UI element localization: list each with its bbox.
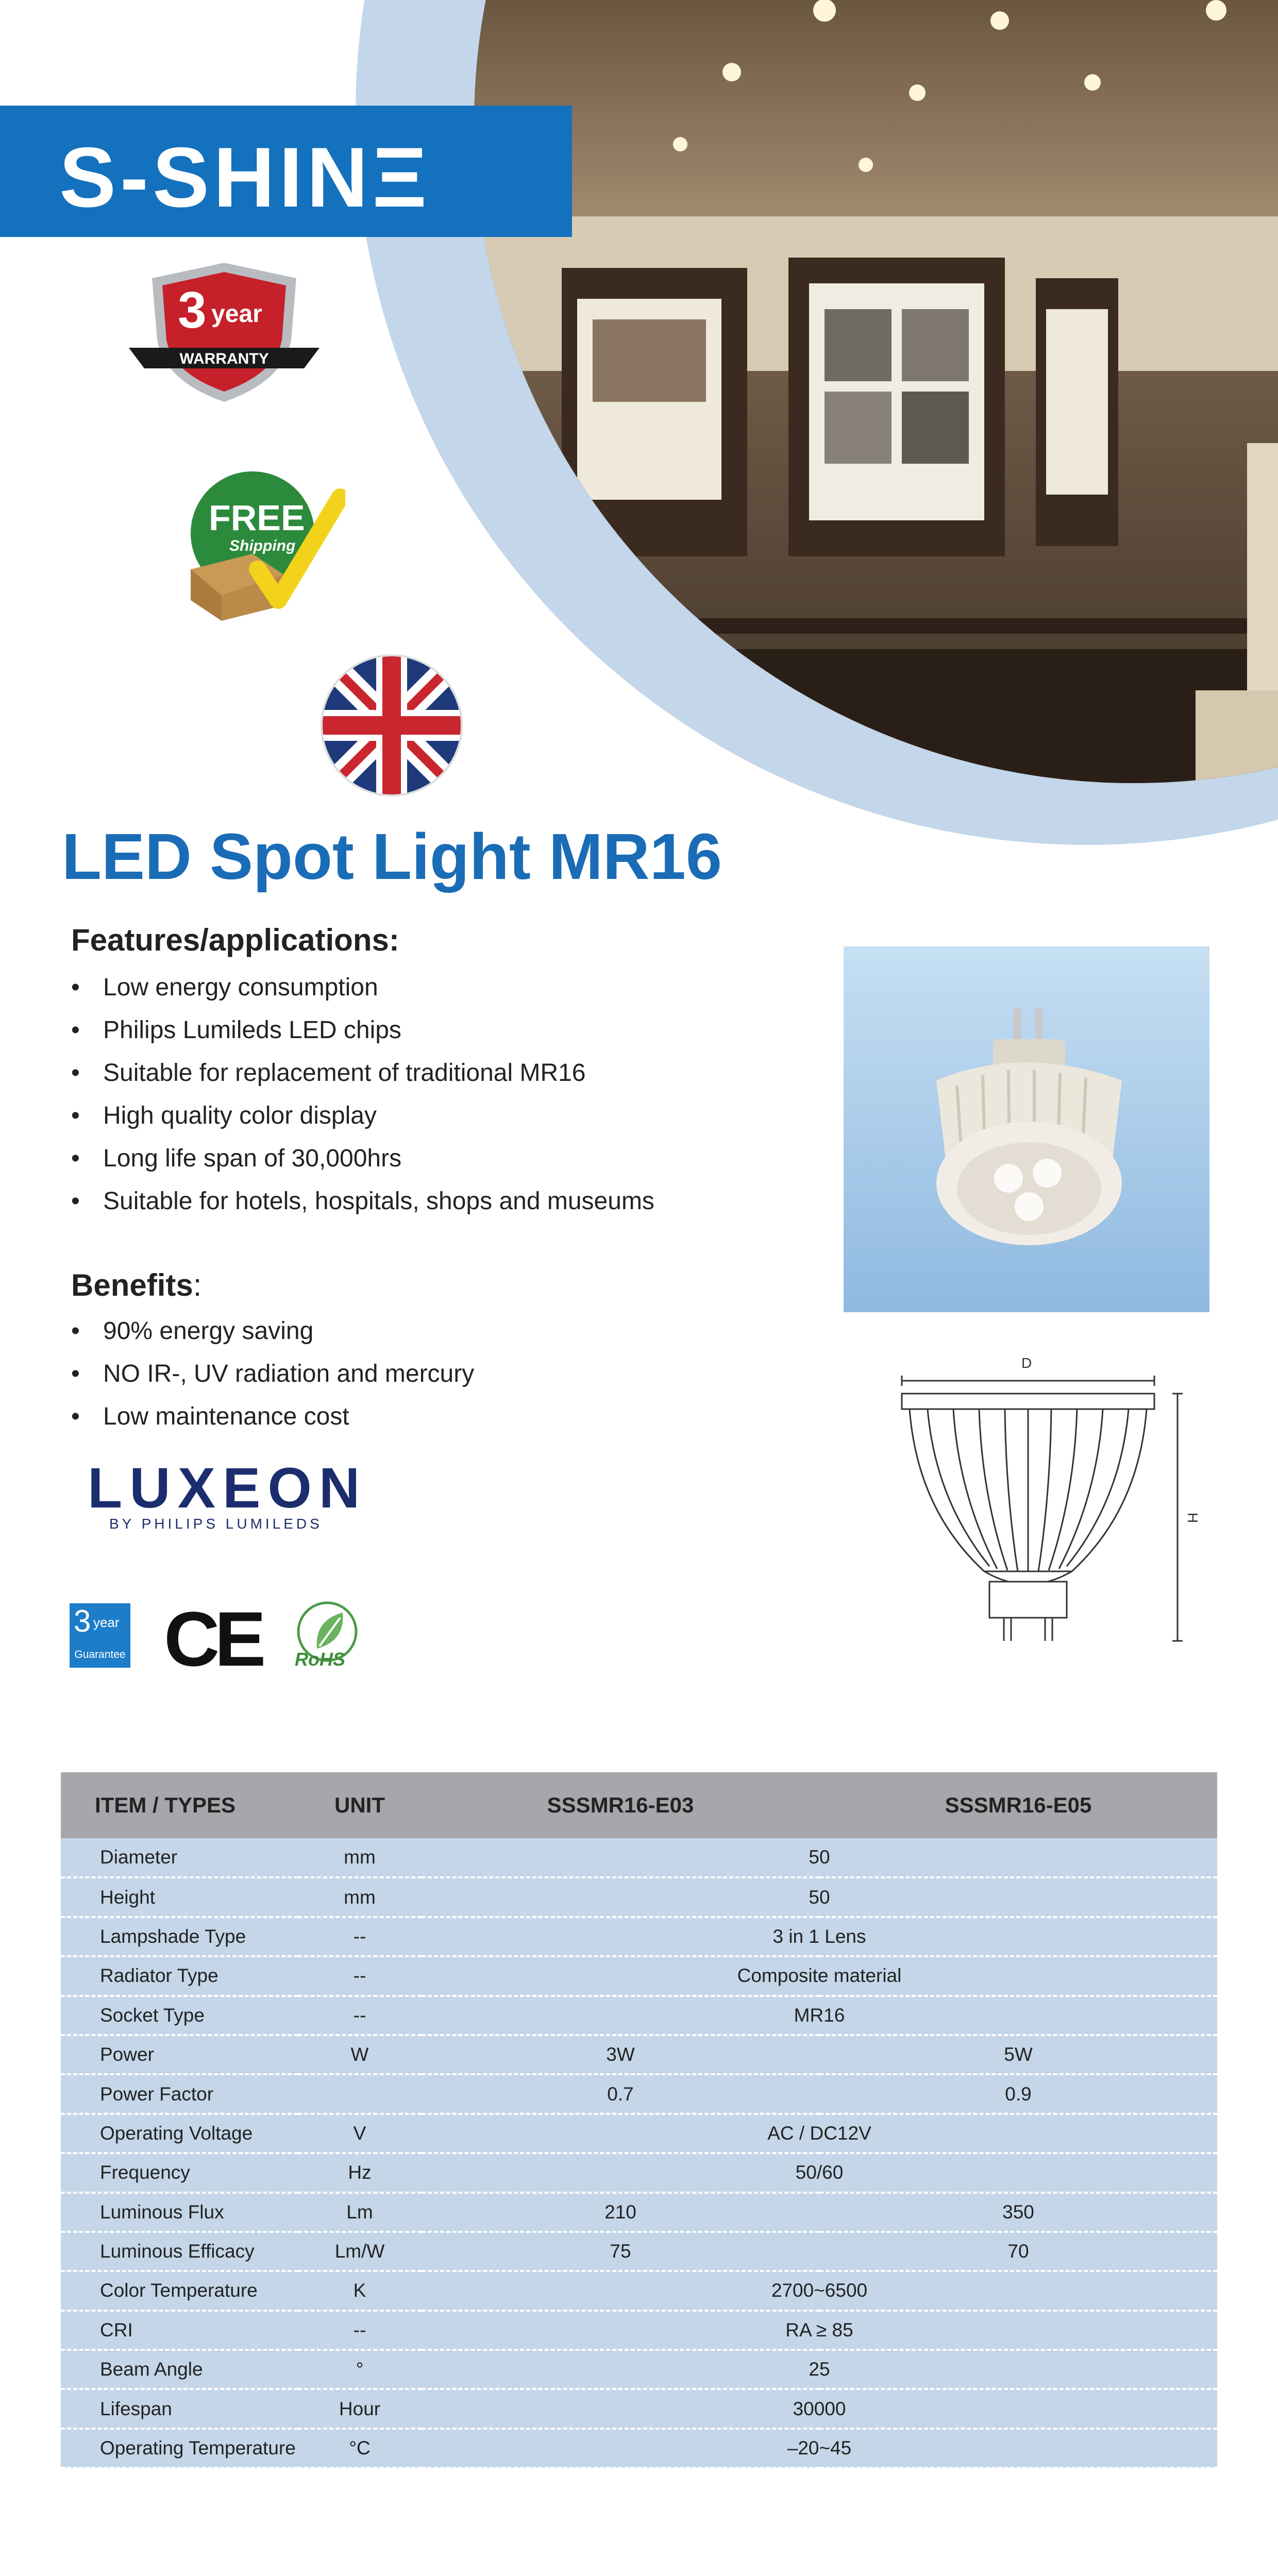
spec-unit-cell: Hour bbox=[298, 2389, 422, 2428]
feature-item: • Philips Lumileds LED chips bbox=[71, 1009, 654, 1052]
spec-unit-cell: Hz bbox=[298, 2153, 422, 2192]
spec-item-cell: Luminous Flux bbox=[61, 2193, 298, 2232]
spec-item-cell: Power bbox=[61, 2035, 298, 2074]
dimension-d-label: D bbox=[1021, 1355, 1032, 1371]
feature-item: • Suitable for replacement of traditional MR16 bbox=[71, 1052, 654, 1094]
spec-e05-cell: 70 bbox=[819, 2232, 1217, 2271]
table-row bbox=[61, 1917, 1217, 1956]
free-word: FREE bbox=[209, 498, 305, 538]
table-row bbox=[61, 1996, 1217, 2035]
spec-item-cell: Height bbox=[61, 1877, 298, 1917]
spec-item-cell: Power Factor bbox=[61, 2074, 298, 2113]
table-row bbox=[61, 2114, 1217, 2153]
warranty-year: 3 bbox=[178, 281, 207, 339]
spec-item-cell: Operating Temperature bbox=[61, 2429, 298, 2468]
table-row bbox=[61, 2035, 1217, 2074]
guarantee-year-word: year bbox=[93, 1615, 120, 1630]
features-heading: Features/applications: bbox=[71, 923, 399, 957]
luxeon-subtitle: BY PHILIPS LUMILEDS bbox=[109, 1516, 323, 1532]
spec-value-cell: MR16 bbox=[422, 1996, 1217, 2035]
spec-unit-cell: Lm/W bbox=[298, 2232, 422, 2271]
benefit-item: • 90% energy saving bbox=[71, 1310, 474, 1352]
spec-e03-cell: 75 bbox=[422, 2232, 819, 2271]
table-row bbox=[61, 2429, 1217, 2468]
spec-value-cell: 25 bbox=[422, 2350, 1217, 2389]
benefits-heading-colon: : bbox=[193, 1268, 202, 1302]
feature-item: • Long life span of 30,000hrs bbox=[71, 1137, 654, 1180]
spec-unit-cell bbox=[298, 2074, 422, 2113]
product-title: LED Spot Light MR16 bbox=[62, 820, 722, 893]
spec-unit-cell: °C bbox=[298, 2429, 422, 2468]
spec-unit-cell: -- bbox=[298, 1996, 422, 2035]
spec-unit-cell: -- bbox=[298, 1917, 422, 1956]
warranty-badge bbox=[129, 258, 320, 407]
guarantee-label: Guarantee bbox=[74, 1649, 126, 1660]
spec-value-cell: 30000 bbox=[422, 2389, 1217, 2428]
spec-unit-cell: mm bbox=[298, 1877, 422, 1917]
guarantee-year: 3 bbox=[74, 1604, 91, 1638]
feature-item: • Low energy consumption bbox=[71, 966, 654, 1009]
spec-unit-cell: -- bbox=[298, 1956, 422, 1995]
hero-showroom-photo bbox=[474, 0, 1278, 783]
spec-item-cell: Lampshade Type bbox=[61, 1917, 298, 1956]
spec-unit-cell: K bbox=[298, 2271, 422, 2310]
benefits-list bbox=[71, 1310, 474, 1438]
spec-e03-cell: 0.7 bbox=[422, 2074, 819, 2113]
rohs-badge bbox=[289, 1600, 366, 1672]
header-e05: SSSMR16-E05 bbox=[945, 1793, 1092, 1817]
spec-unit-cell: mm bbox=[298, 1838, 422, 1877]
spec-e05-cell: 5W bbox=[819, 2035, 1217, 2074]
benefit-item: • Low maintenance cost bbox=[71, 1395, 474, 1438]
spec-e03-cell: 3W bbox=[422, 2035, 819, 2074]
spec-value-cell: –20~45 bbox=[422, 2429, 1217, 2468]
spec-value-cell: 50 bbox=[422, 1877, 1217, 1917]
spec-unit-cell: V bbox=[298, 2114, 422, 2153]
spec-value-cell: 50/60 bbox=[422, 2153, 1217, 2192]
spec-unit-cell: -- bbox=[298, 2311, 422, 2350]
spec-e03-cell: 210 bbox=[422, 2193, 819, 2232]
feature-item: • High quality color display bbox=[71, 1094, 654, 1137]
spec-value-cell: 50 bbox=[422, 1838, 1217, 1877]
header-item: ITEM / TYPES bbox=[95, 1793, 236, 1817]
rohs-label: RoHS bbox=[295, 1649, 345, 1670]
product-photo bbox=[844, 946, 1209, 1312]
spec-value-cell: AC / DC12V bbox=[422, 2114, 1217, 2153]
table-row bbox=[61, 2350, 1217, 2389]
spec-value-cell: 3 in 1 Lens bbox=[422, 1917, 1217, 1956]
spec-e05-cell: 0.9 bbox=[819, 2074, 1217, 2113]
table-row bbox=[61, 2271, 1217, 2310]
spec-item-cell: Frequency bbox=[61, 2153, 298, 2192]
warranty-label: WARRANTY bbox=[179, 350, 269, 367]
brand-logo: S-SHINΞ bbox=[59, 130, 431, 225]
table-row bbox=[61, 2153, 1217, 2192]
uk-flag-icon bbox=[320, 653, 464, 798]
benefits-heading bbox=[71, 1267, 201, 1303]
benefit-item: • NO IR-, UV radiation and mercury bbox=[71, 1352, 474, 1395]
benefits-heading-text: Benefits bbox=[71, 1268, 193, 1302]
spec-unit-cell: W bbox=[298, 2035, 422, 2074]
ce-mark: CE bbox=[164, 1596, 261, 1682]
spec-unit-cell: ° bbox=[298, 2350, 422, 2389]
spec-item-cell: Operating Voltage bbox=[61, 2114, 298, 2153]
dimension-h-label: H bbox=[1185, 1512, 1201, 1523]
spec-item-cell: Socket Type bbox=[61, 1996, 298, 2035]
header-e03: SSSMR16-E03 bbox=[547, 1793, 694, 1817]
spec-e05-cell: 350 bbox=[819, 2193, 1217, 2232]
table-row bbox=[61, 2074, 1217, 2113]
table-row bbox=[61, 2232, 1217, 2271]
dimension-drawing bbox=[886, 1355, 1216, 1664]
table-row bbox=[61, 2389, 1217, 2428]
table-row bbox=[61, 2193, 1217, 2232]
table-row bbox=[61, 2311, 1217, 2350]
spec-item-cell: Luminous Efficacy bbox=[61, 2232, 298, 2271]
spec-value-cell: Composite material bbox=[422, 1956, 1217, 1995]
spec-item-cell: CRI bbox=[61, 2311, 298, 2350]
luxeon-logo: LUXEON bbox=[88, 1456, 367, 1520]
shield-icon bbox=[129, 258, 320, 407]
table-row bbox=[61, 1877, 1217, 1917]
shipping-word: Shipping bbox=[229, 537, 296, 554]
guarantee-badge bbox=[70, 1603, 130, 1668]
table-row bbox=[61, 1956, 1217, 1995]
feature-item: • Suitable for hotels, hospitals, shops and museums bbox=[71, 1180, 654, 1223]
spec-item-cell: Beam Angle bbox=[61, 2350, 298, 2389]
spec-item-cell: Lifespan bbox=[61, 2389, 298, 2428]
spec-table bbox=[61, 1772, 1217, 2469]
spec-item-cell: Radiator Type bbox=[61, 1956, 298, 1995]
warranty-year-word: year bbox=[211, 300, 262, 328]
spec-unit-cell: Lm bbox=[298, 2193, 422, 2232]
spec-item-cell: Diameter bbox=[61, 1838, 298, 1877]
spec-value-cell: RA ≥ 85 bbox=[422, 2311, 1217, 2350]
spec-value-cell: 2700~6500 bbox=[422, 2271, 1217, 2310]
features-list bbox=[71, 966, 654, 1223]
header-unit: UNIT bbox=[334, 1793, 385, 1817]
free-shipping-badge bbox=[180, 466, 345, 621]
table-row bbox=[61, 1838, 1217, 1877]
table-header-row bbox=[61, 1772, 1217, 1838]
spec-item-cell: Color Temperature bbox=[61, 2271, 298, 2310]
